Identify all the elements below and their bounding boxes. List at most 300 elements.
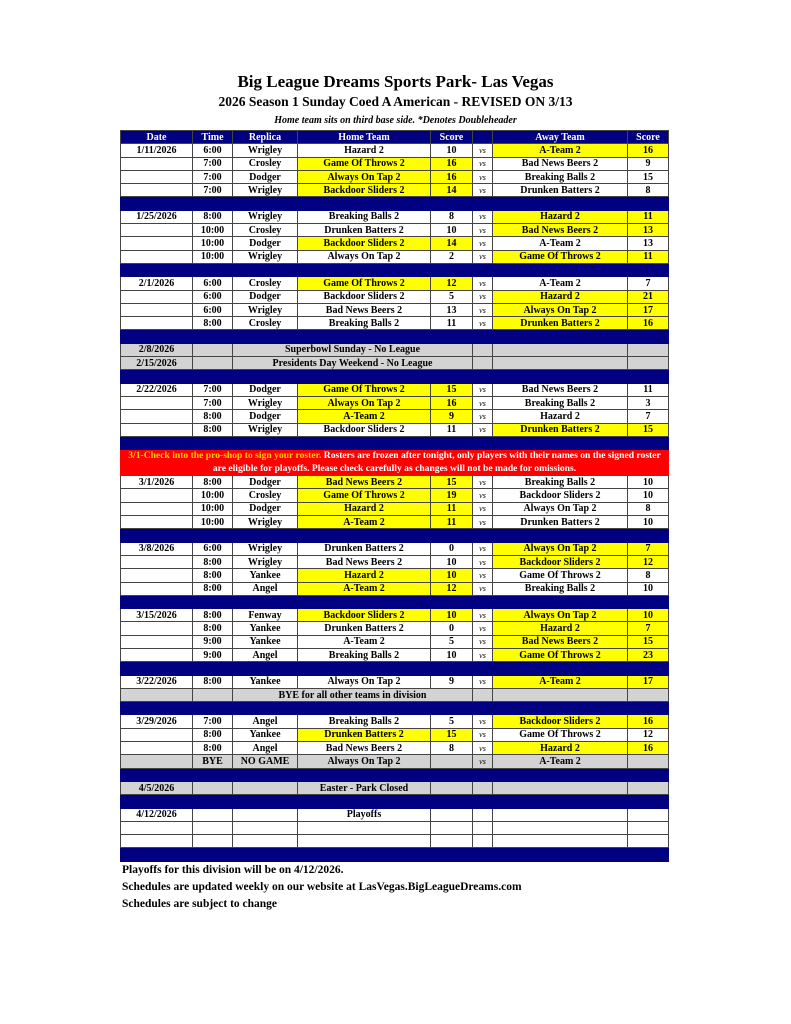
vs-label: vs xyxy=(473,423,493,436)
home-team: Drunken Batters 2 xyxy=(298,224,431,237)
time-cell xyxy=(193,357,233,370)
home-score: 9 xyxy=(431,410,473,423)
away-score: 16 xyxy=(628,144,669,157)
divider-cell xyxy=(628,848,669,861)
away-team: Drunken Batters 2 xyxy=(493,516,628,529)
date-cell xyxy=(121,290,193,303)
away-score xyxy=(628,755,669,768)
divider-cell xyxy=(431,330,473,343)
replica-field: Wrigley xyxy=(233,542,298,555)
time-cell: 7:00 xyxy=(193,383,233,396)
away-team: A-Team 2 xyxy=(493,237,628,250)
game-row xyxy=(121,715,669,728)
time-cell: BYE xyxy=(193,755,233,768)
divider-cell xyxy=(431,436,473,449)
home-score: 2 xyxy=(431,250,473,263)
no-game-text: Presidents Day Weekend - No League xyxy=(233,357,473,370)
away-score: 12 xyxy=(628,728,669,741)
divider-cell xyxy=(193,197,233,210)
time-cell: 8:00 xyxy=(193,423,233,436)
week-divider xyxy=(121,795,669,808)
divider-cell xyxy=(628,595,669,608)
vs-label: vs xyxy=(473,476,493,489)
divider-cell xyxy=(233,529,298,542)
score-cell xyxy=(628,835,669,848)
away-score: 7 xyxy=(628,410,669,423)
date-cell: 2/8/2026 xyxy=(121,343,193,356)
away-team: A-Team 2 xyxy=(493,675,628,688)
time-cell: 6:00 xyxy=(193,303,233,316)
event-text xyxy=(298,835,431,848)
divider-cell xyxy=(193,529,233,542)
divider-cell xyxy=(493,795,628,808)
divider-cell xyxy=(298,702,431,715)
event-row xyxy=(121,781,669,794)
home-team: Backdoor Sliders 2 xyxy=(298,609,431,622)
replica-cell xyxy=(233,781,298,794)
time-cell: 6:00 xyxy=(193,277,233,290)
home-team: Backdoor Sliders 2 xyxy=(298,184,431,197)
away-team: Always On Tap 2 xyxy=(493,542,628,555)
home-team: Breaking Balls 2 xyxy=(298,715,431,728)
home-score: 13 xyxy=(431,303,473,316)
replica-field: Fenway xyxy=(233,609,298,622)
divider-cell xyxy=(628,330,669,343)
game-row xyxy=(121,609,669,622)
away-team: Bad News Beers 2 xyxy=(493,383,628,396)
time-cell: 9:00 xyxy=(193,635,233,648)
time-cell: 10:00 xyxy=(193,237,233,250)
divider-cell xyxy=(298,595,431,608)
away-team: Hazard 2 xyxy=(493,210,628,223)
divider-cell xyxy=(628,436,669,449)
away-team: Bad News Beers 2 xyxy=(493,157,628,170)
home-score: 14 xyxy=(431,237,473,250)
divider-cell xyxy=(298,370,431,383)
vs-label: vs xyxy=(473,675,493,688)
home-score: 11 xyxy=(431,516,473,529)
home-score: 0 xyxy=(431,622,473,635)
score-cell xyxy=(628,821,669,834)
divider-cell xyxy=(493,702,628,715)
divider-cell xyxy=(493,662,628,675)
replica-field: Wrigley xyxy=(233,250,298,263)
week-divider xyxy=(121,768,669,781)
home-score: 19 xyxy=(431,489,473,502)
away-team: Breaking Balls 2 xyxy=(493,582,628,595)
divider-cell xyxy=(628,795,669,808)
game-row xyxy=(121,635,669,648)
game-row xyxy=(121,184,669,197)
away-score: 10 xyxy=(628,582,669,595)
away-score: 8 xyxy=(628,184,669,197)
home-score: 9 xyxy=(431,675,473,688)
divider-cell xyxy=(493,330,628,343)
time-cell: 8:00 xyxy=(193,317,233,330)
away-score: 13 xyxy=(628,224,669,237)
time-cell: 10:00 xyxy=(193,489,233,502)
footer-playoffs: Playoffs for this division will be on 4/12/2026. xyxy=(122,864,344,876)
vs-label: vs xyxy=(473,237,493,250)
away-score: 7 xyxy=(628,277,669,290)
table-header xyxy=(121,131,669,144)
replica-field: Wrigley xyxy=(233,555,298,568)
divider-cell xyxy=(431,848,473,861)
vs-label: vs xyxy=(473,303,493,316)
time-cell: 10:00 xyxy=(193,250,233,263)
no-game-row xyxy=(121,357,669,370)
date-cell xyxy=(121,224,193,237)
home-team: Always On Tap 2 xyxy=(298,170,431,183)
away-score: 13 xyxy=(628,237,669,250)
home-score: 11 xyxy=(431,423,473,436)
time-cell: 6:00 xyxy=(193,542,233,555)
replica-field: Yankee xyxy=(233,675,298,688)
divider-cell xyxy=(473,848,493,861)
date-cell xyxy=(121,489,193,502)
no-game-row xyxy=(121,343,669,356)
game-row xyxy=(121,648,669,661)
divider-cell xyxy=(628,768,669,781)
divider-cell xyxy=(493,197,628,210)
date-cell: 3/29/2026 xyxy=(121,715,193,728)
time-cell xyxy=(193,821,233,834)
time-cell: 7:00 xyxy=(193,157,233,170)
away-score: 7 xyxy=(628,542,669,555)
divider-cell xyxy=(473,702,493,715)
home-score: 16 xyxy=(431,157,473,170)
away-score: 8 xyxy=(628,502,669,515)
time-cell: 10:00 xyxy=(193,224,233,237)
time-cell: 6:00 xyxy=(193,290,233,303)
col-away-team: Away Team xyxy=(493,131,628,144)
game-row xyxy=(121,502,669,515)
roster-notice xyxy=(121,450,669,476)
home-team: Game Of Throws 2 xyxy=(298,489,431,502)
vs-label: vs xyxy=(473,170,493,183)
vs-label: vs xyxy=(473,317,493,330)
away-team: Drunken Batters 2 xyxy=(493,423,628,436)
divider-cell xyxy=(233,848,298,861)
divider-cell xyxy=(431,595,473,608)
event-row xyxy=(121,835,669,848)
home-score: 11 xyxy=(431,317,473,330)
vs-label: vs xyxy=(473,516,493,529)
date-cell xyxy=(121,396,193,409)
away-team: Backdoor Sliders 2 xyxy=(493,555,628,568)
event-row xyxy=(121,808,669,821)
divider-cell xyxy=(233,595,298,608)
divider-cell xyxy=(193,595,233,608)
divider-cell xyxy=(121,529,193,542)
away-team: Bad News Beers 2 xyxy=(493,635,628,648)
event-text: Easter - Park Closed xyxy=(298,781,431,794)
divider-cell xyxy=(473,436,493,449)
time-cell: 8:00 xyxy=(193,582,233,595)
away-score: 16 xyxy=(628,317,669,330)
notice-lead: 3/1-Check into the pro-shop to sign your roster. xyxy=(128,450,322,462)
date-cell: 3/8/2026 xyxy=(121,542,193,555)
away-cell xyxy=(493,343,628,356)
away-score: 21 xyxy=(628,290,669,303)
away-team: Game Of Throws 2 xyxy=(493,648,628,661)
home-team: Drunken Batters 2 xyxy=(298,728,431,741)
home-score: 15 xyxy=(431,476,473,489)
vs-label: vs xyxy=(473,502,493,515)
date-cell: 2/15/2026 xyxy=(121,357,193,370)
divider-cell xyxy=(193,702,233,715)
vs-label: vs xyxy=(473,728,493,741)
divider-cell xyxy=(628,197,669,210)
vs-label: vs xyxy=(473,555,493,568)
game-row xyxy=(121,555,669,568)
time-cell: 7:00 xyxy=(193,396,233,409)
home-team: Hazard 2 xyxy=(298,569,431,582)
vs-label: vs xyxy=(473,755,493,768)
divider-cell xyxy=(493,768,628,781)
replica-field: Yankee xyxy=(233,635,298,648)
home-score: 10 xyxy=(431,555,473,568)
vs-cell xyxy=(473,343,493,356)
home-score: 10 xyxy=(431,224,473,237)
divider-cell xyxy=(233,702,298,715)
divider-cell xyxy=(628,662,669,675)
time-cell: 8:00 xyxy=(193,476,233,489)
home-score: 8 xyxy=(431,742,473,755)
schedule-table xyxy=(120,130,669,862)
date-cell: 3/22/2026 xyxy=(121,675,193,688)
date-cell xyxy=(121,410,193,423)
vs-label: vs xyxy=(473,569,493,582)
vs-label: vs xyxy=(473,224,493,237)
divider-cell xyxy=(121,795,193,808)
divider-cell xyxy=(121,370,193,383)
away-team: Hazard 2 xyxy=(493,410,628,423)
date-cell: 1/11/2026 xyxy=(121,144,193,157)
divider-cell xyxy=(121,662,193,675)
game-row xyxy=(121,622,669,635)
away-team: Always On Tap 2 xyxy=(493,609,628,622)
home-team: A-Team 2 xyxy=(298,516,431,529)
col-time: Time xyxy=(193,131,233,144)
score-cell xyxy=(628,357,669,370)
vs-label: vs xyxy=(473,290,493,303)
vs-label: vs xyxy=(473,410,493,423)
time-cell: 7:00 xyxy=(193,184,233,197)
vs-label: vs xyxy=(473,635,493,648)
vs-label: vs xyxy=(473,144,493,157)
home-team: Bad News Beers 2 xyxy=(298,742,431,755)
replica-field: Yankee xyxy=(233,569,298,582)
date-cell xyxy=(121,170,193,183)
vs-label: vs xyxy=(473,609,493,622)
vs-label: vs xyxy=(473,715,493,728)
date-cell xyxy=(121,622,193,635)
divider-cell xyxy=(473,595,493,608)
away-score: 3 xyxy=(628,396,669,409)
replica-field: Wrigley xyxy=(233,303,298,316)
away-team: Breaking Balls 2 xyxy=(493,396,628,409)
away-score: 16 xyxy=(628,715,669,728)
no-game-text: Superbowl Sunday - No League xyxy=(233,343,473,356)
divider-cell xyxy=(298,662,431,675)
replica-field: Wrigley xyxy=(233,210,298,223)
game-row xyxy=(121,728,669,741)
away-team: Hazard 2 xyxy=(493,290,628,303)
time-cell: 8:00 xyxy=(193,622,233,635)
divider-cell xyxy=(121,768,193,781)
game-row xyxy=(121,237,669,250)
divider-cell xyxy=(493,529,628,542)
time-cell: 8:00 xyxy=(193,555,233,568)
game-row xyxy=(121,290,669,303)
date-cell xyxy=(121,742,193,755)
date-cell xyxy=(121,728,193,741)
away-team: Bad News Beers 2 xyxy=(493,224,628,237)
home-team: Drunken Batters 2 xyxy=(298,622,431,635)
vs-label: vs xyxy=(473,489,493,502)
date-cell xyxy=(121,237,193,250)
game-row xyxy=(121,569,669,582)
score-cell xyxy=(431,821,473,834)
game-row xyxy=(121,210,669,223)
home-team: Breaking Balls 2 xyxy=(298,648,431,661)
replica-field: Angel xyxy=(233,715,298,728)
game-row xyxy=(121,250,669,263)
replica-cell xyxy=(233,821,298,834)
replica-field: Angel xyxy=(233,742,298,755)
home-score: 15 xyxy=(431,728,473,741)
game-row xyxy=(121,742,669,755)
home-team: A-Team 2 xyxy=(298,635,431,648)
vs-label: vs xyxy=(473,396,493,409)
home-team: Always On Tap 2 xyxy=(298,675,431,688)
vs-label: vs xyxy=(473,250,493,263)
home-team: Breaking Balls 2 xyxy=(298,317,431,330)
away-score: 9 xyxy=(628,157,669,170)
date-cell xyxy=(121,821,193,834)
away-score: 11 xyxy=(628,210,669,223)
week-divider xyxy=(121,370,669,383)
divider-cell xyxy=(298,436,431,449)
vs-label: vs xyxy=(473,742,493,755)
divider-cell xyxy=(473,370,493,383)
home-team: Breaking Balls 2 xyxy=(298,210,431,223)
score-cell xyxy=(431,781,473,794)
home-team: Always On Tap 2 xyxy=(298,755,431,768)
date-cell xyxy=(121,423,193,436)
page-title: Big League Dreams Sports Park- Las Vegas xyxy=(237,72,554,91)
replica-field: Crosley xyxy=(233,317,298,330)
divider-cell xyxy=(298,529,431,542)
divider-cell xyxy=(431,370,473,383)
col-away-score: Score xyxy=(628,131,669,144)
away-score: 15 xyxy=(628,635,669,648)
replica-field: Wrigley xyxy=(233,144,298,157)
game-row xyxy=(121,423,669,436)
week-divider xyxy=(121,197,669,210)
divider-cell xyxy=(431,662,473,675)
replica-field: Crosley xyxy=(233,277,298,290)
vs-cell xyxy=(473,688,493,701)
divider-cell xyxy=(298,197,431,210)
score-cell xyxy=(628,688,669,701)
event-text: Playoffs xyxy=(298,808,431,821)
date-cell xyxy=(121,317,193,330)
vs-label: vs xyxy=(473,210,493,223)
divider-cell xyxy=(473,529,493,542)
time-cell xyxy=(193,781,233,794)
vs-label: vs xyxy=(473,622,493,635)
home-score: 11 xyxy=(431,502,473,515)
away-cell xyxy=(493,781,628,794)
week-divider xyxy=(121,662,669,675)
date-cell xyxy=(121,569,193,582)
game-row xyxy=(121,277,669,290)
replica-field: Dodger xyxy=(233,410,298,423)
divider-cell xyxy=(233,662,298,675)
divider-cell xyxy=(473,768,493,781)
away-cell xyxy=(493,688,628,701)
divider-cell xyxy=(493,436,628,449)
away-team: A-Team 2 xyxy=(493,277,628,290)
divider-cell xyxy=(121,848,193,861)
away-score: 11 xyxy=(628,250,669,263)
date-cell xyxy=(121,303,193,316)
notice-text xyxy=(121,450,669,476)
time-cell: 7:00 xyxy=(193,170,233,183)
away-team: Game Of Throws 2 xyxy=(493,569,628,582)
away-score: 17 xyxy=(628,675,669,688)
away-score: 7 xyxy=(628,622,669,635)
home-score: 0 xyxy=(431,542,473,555)
week-divider xyxy=(121,330,669,343)
replica-field: Dodger xyxy=(233,237,298,250)
home-team: Bad News Beers 2 xyxy=(298,555,431,568)
game-row xyxy=(121,157,669,170)
score-cell xyxy=(628,808,669,821)
divider-cell xyxy=(628,529,669,542)
vs-cell xyxy=(473,357,493,370)
replica-field: Crosley xyxy=(233,224,298,237)
replica-field: Dodger xyxy=(233,502,298,515)
away-team: Game Of Throws 2 xyxy=(493,250,628,263)
divider-cell xyxy=(193,263,233,276)
date-cell: 1/25/2026 xyxy=(121,210,193,223)
home-score: 5 xyxy=(431,290,473,303)
divider-cell xyxy=(431,768,473,781)
home-team: Backdoor Sliders 2 xyxy=(298,237,431,250)
away-team: Always On Tap 2 xyxy=(493,303,628,316)
game-row xyxy=(121,144,669,157)
date-cell xyxy=(121,157,193,170)
divider-cell xyxy=(493,370,628,383)
date-cell xyxy=(121,184,193,197)
game-row xyxy=(121,317,669,330)
divider-cell xyxy=(121,436,193,449)
divider-cell xyxy=(233,768,298,781)
away-score: 10 xyxy=(628,609,669,622)
vs-label: vs xyxy=(473,277,493,290)
divider-cell xyxy=(121,595,193,608)
divider-cell xyxy=(121,702,193,715)
col-home-team: Home Team xyxy=(298,131,431,144)
col-replica: Replica xyxy=(233,131,298,144)
home-score: 15 xyxy=(431,383,473,396)
vs-cell xyxy=(473,821,493,834)
game-row xyxy=(121,170,669,183)
divider-cell xyxy=(628,263,669,276)
